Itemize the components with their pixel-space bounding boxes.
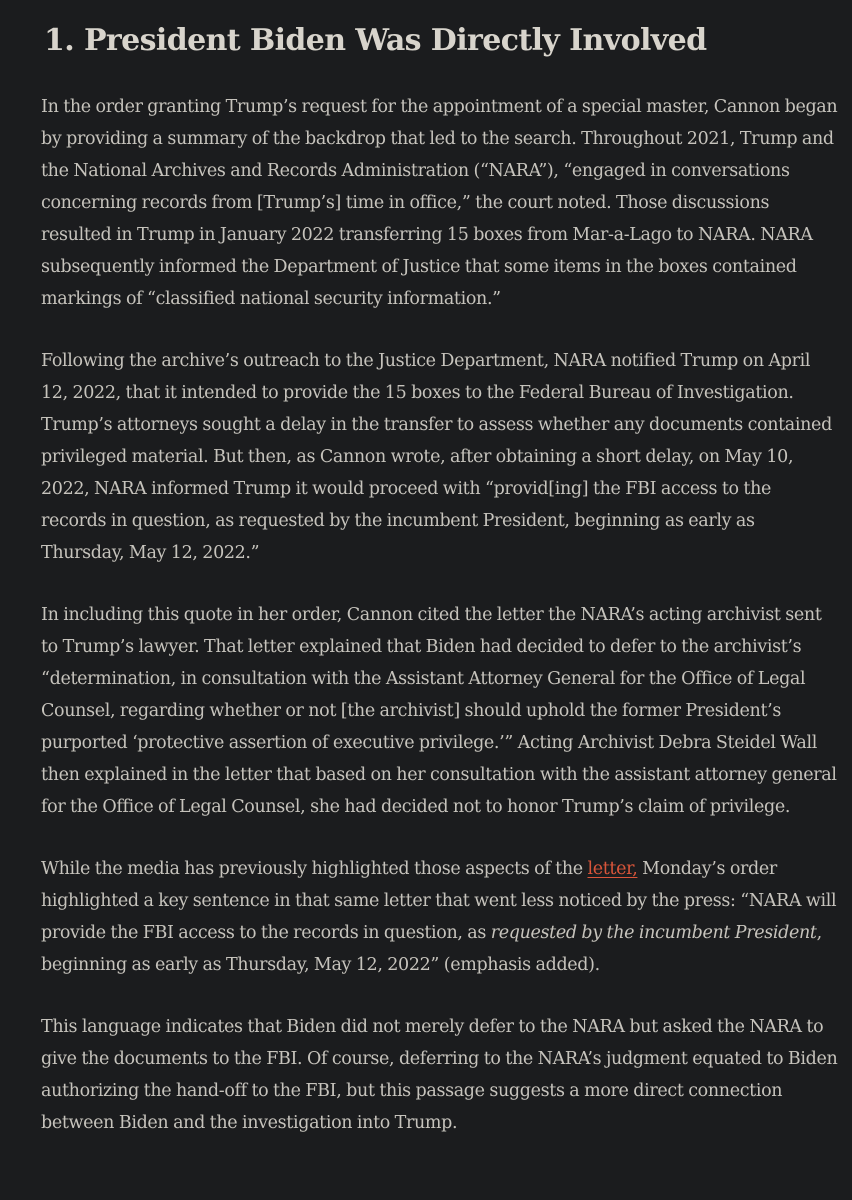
paragraph-conclusion: This language indicates that Biden did not merely defer to the NARA but asked the NARA to give the documents to the FBI. Of course, deferring to the NARA’s judgment equated to Biden authorizing the hand-off to the FBI, but this passage suggests a more direct connection between Biden and the investigation into Trump.	[41, 1017, 838, 1133]
emphasized-quote: requested by the incumbent President	[490, 923, 817, 943]
paragraph-text-segment: Monday’s order highlighted a key sentence in that same letter that went less noticed by the press: “NARA will provide the FBI access to the records in question, as	[41, 859, 837, 943]
paragraph-key-sentence	[41, 853, 838, 981]
paragraph-background: In the order granting Trump’s request for the appointment of a special master, Cannon began by providing a summary of the backdrop that led to the search. Throughout 2021, Trump and the National Archives and Records Administration (“NARA”), “engaged in conversations concerning records from [Trump’s] time in office,” the court noted. Those discussions resulted in Trump in January 2022 transferring 15 boxes from Mar-a-Lago to NARA. NARA subsequently informed the Department of Justice that some items in the boxes contained markings of “classified national security information.”	[41, 97, 838, 309]
paragraph-text-segment: , beginning as early as Thursday, May 12, 2022” (emphasis added).	[41, 923, 822, 975]
paragraph-archivist-letter: In including this quote in her order, Cannon cited the letter the NARA’s acting archivist sent to Trump’s lawyer. That letter explained that Biden had decided to defer to the archivist’s “determination, in consultation with the Assistant Attorney General for the Office of Legal Counsel, regarding whether or not [the archivist] should uphold the former President’s purported ‘protective assertion of executive privilege.’” Acting Archivist Debra Steidel Wall then explained in the letter that based on her consultation with the assistant attorney general for the Office of Legal Counsel, she had decided not to honor Trump’s claim of privilege.	[41, 605, 837, 817]
paragraph-text-segment: While the media has previously highlighted those aspects of the	[41, 859, 588, 879]
letter-link[interactable]: letter,	[587, 859, 638, 879]
paragraph-nara-notification: Following the archive’s outreach to the Justice Department, NARA notified Trump on April 12, 2022, that it intended to provide the 15 boxes to the Federal Bureau of Investigation. Trump’s attorneys sought a delay in the transfer to assess whether any documents contained privileged material. But then, as Cannon wrote, after obtaining a short delay, on May 10, 2022, NARA informed Trump it would proceed with “provid[ing] the FBI access to the records in question, as requested by the incumbent President, beginning as early as Thursday, May 12, 2022.”	[41, 351, 832, 563]
section-heading: 1. President Biden Was Directly Involved	[44, 23, 707, 58]
